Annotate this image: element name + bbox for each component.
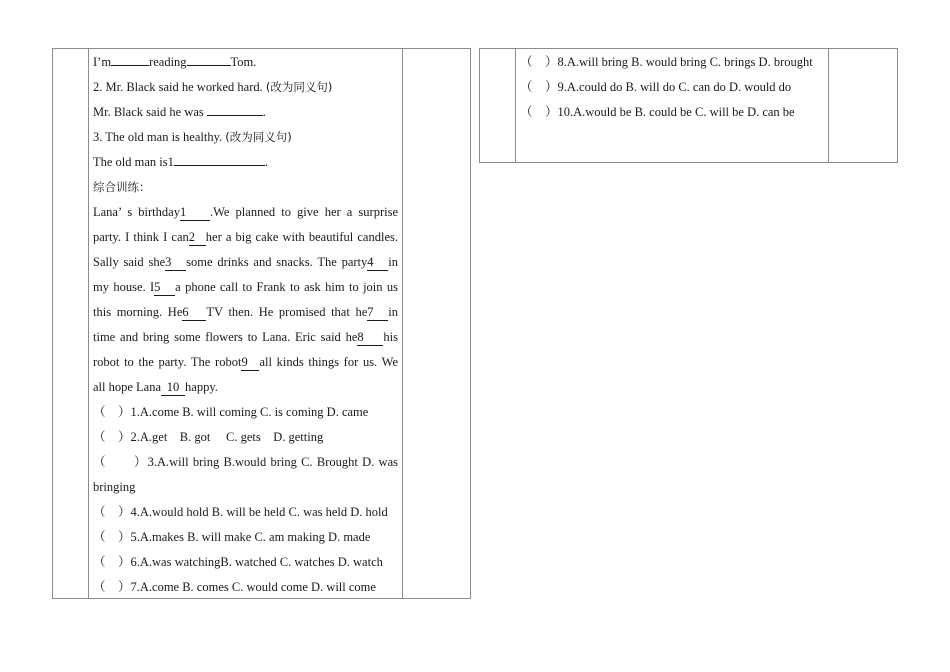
- option-4: （ ）4.A.would hold B. will be held C. was held D. hold: [93, 505, 388, 519]
- answer-line-2: Mr. Black said he was .: [93, 100, 398, 125]
- passage-line: Lana’ s birthday1 .We planned to give her a surprise: [93, 205, 398, 219]
- option-2: （ ）2.A.get B. got C. gets D. getting: [93, 430, 324, 444]
- blank-number: 3: [165, 256, 186, 271]
- option-6: （ ）6.A.was watchingB. watched C. watches D. watch: [93, 555, 383, 569]
- passage-line: my house. I5 a phone call to Frank to ask him to join us: [93, 280, 398, 294]
- answer-blank[interactable]: [111, 51, 149, 66]
- option-9: （ ）9.A.could do B. will do C. can do D. would do: [520, 80, 792, 94]
- left-table: [52, 48, 471, 599]
- option-10: （ ）10.A.would be B. could be C. will be D. can be: [520, 105, 795, 119]
- blank-number: 8: [357, 331, 383, 346]
- column-divider: [828, 49, 829, 162]
- exercise-content: [93, 50, 398, 600]
- right-table: [479, 48, 898, 163]
- passage-line: all hope Lana 10 happy.: [93, 380, 218, 394]
- option-3: （ ）3.A.will bring B.would bring C. Brought D. was: [93, 455, 398, 469]
- answer-blank[interactable]: [174, 151, 265, 166]
- sentence-line-1: I’m reading Tom.: [93, 50, 398, 75]
- passage-line: time and bring some flowers to Lana. Eric said he8 his: [93, 330, 398, 344]
- section-heading: 综合训练：: [93, 180, 151, 194]
- option-7: （ ）7.A.come B. comes C. would come D. will come: [93, 580, 376, 594]
- passage-line: this morning. He6 TV then. He promised that he7 in: [93, 305, 398, 319]
- blank-number: 9: [241, 356, 259, 371]
- option-5: （ ）5.A.makes B. will make C. am making D. made: [93, 530, 371, 544]
- answer-blank[interactable]: [207, 101, 263, 116]
- blank-number: 5: [154, 281, 175, 296]
- blank-number: 7: [367, 306, 388, 321]
- blank-number: 6: [182, 306, 206, 321]
- blank-number: 4: [367, 256, 388, 271]
- passage-line: robot to the party. The robot9 all kinds things for us. We: [93, 355, 398, 369]
- option-3-continued: bringing: [93, 480, 136, 494]
- option-8: （ ）8.A.will bring B. would bring C. brings D. brought: [520, 55, 813, 69]
- question-2: 2. Mr. Black said he worked hard. (改为同义句): [93, 80, 333, 94]
- answer-line-3: The old man is1 .: [93, 150, 398, 175]
- passage-line: Sally said she3 some drinks and snacks. The party4 in: [93, 255, 398, 269]
- options-content: [520, 50, 825, 125]
- column-divider: [88, 49, 89, 598]
- question-3: 3. The old man is healthy. (改为同义句): [93, 130, 292, 144]
- blank-number: 1: [180, 206, 210, 221]
- column-divider: [515, 49, 516, 162]
- blank-number: 2: [189, 231, 206, 246]
- passage-line: party. I think I can2 her a big cake with beautiful candles.: [93, 230, 398, 244]
- option-1: （ ）1.A.come B. will coming C. is coming D. came: [93, 405, 369, 419]
- answer-blank[interactable]: [187, 51, 231, 66]
- column-divider: [402, 49, 403, 598]
- blank-number: 10: [161, 381, 185, 396]
